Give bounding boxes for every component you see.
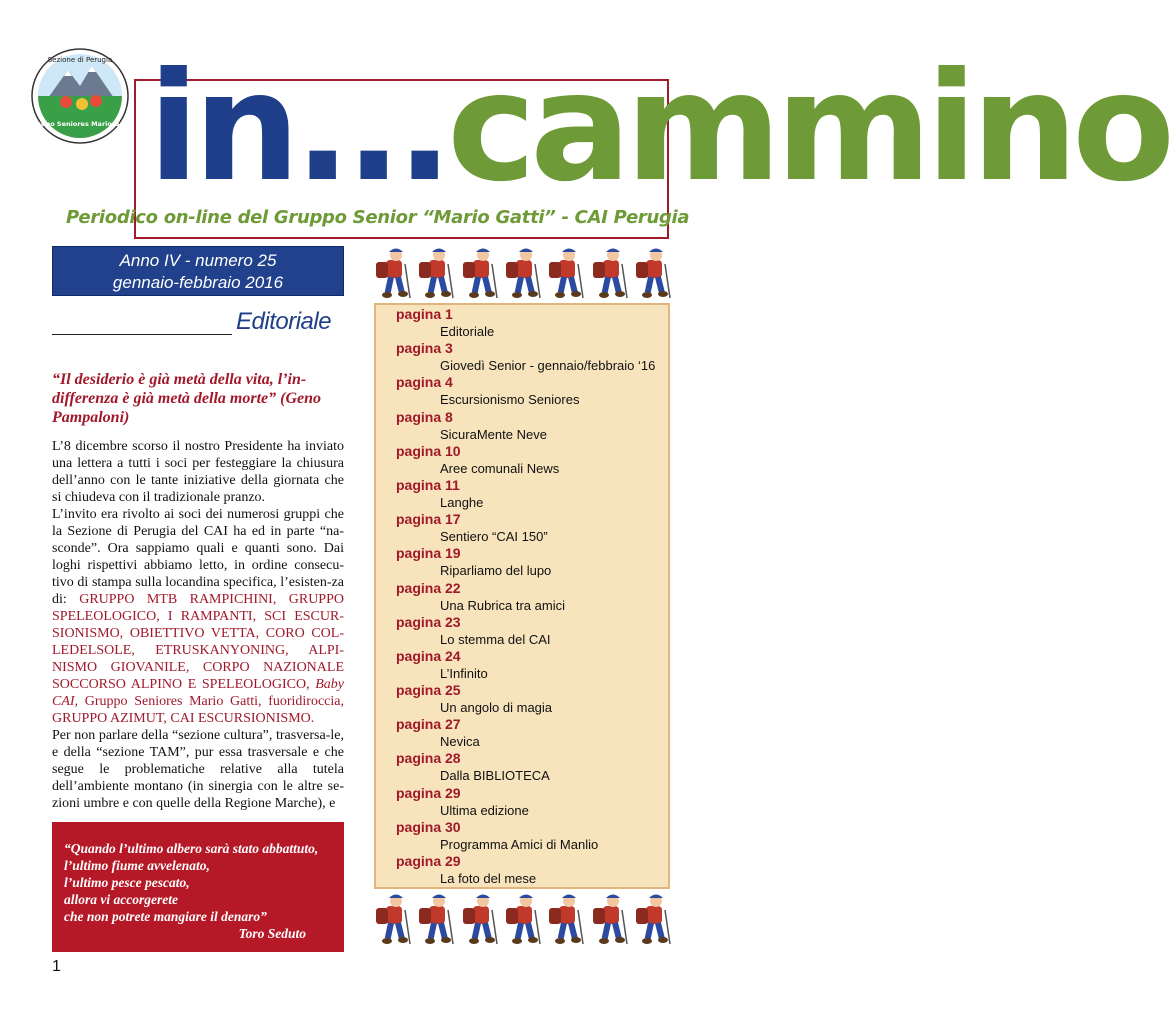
issue-box <box>52 246 344 296</box>
toc-title: Langhe <box>440 494 484 510</box>
hiker-icon <box>502 892 542 948</box>
toc-item <box>396 340 666 374</box>
magazine-title <box>148 28 1169 228</box>
toc-page-number: pagina 29 <box>396 784 461 801</box>
toc-page-number: pagina 17 <box>396 511 461 528</box>
group-list: GRUPPO MTB RAMPICHINI, GRUPPO SPELEOLOGICO, I RAMPANTI, SCI ESCUR-SIONISMO, OBIETTIVO VETTA, CORO COL-LEDELSOLE, ETRUSKANYONING, ALPI-NISMO GIOVANILE, CORPO NAZIONALE SOCCORSO ALPINO E SPELEOLOGICO, <box>52 592 344 692</box>
hiker-icon <box>589 892 629 948</box>
editorial-rule <box>52 334 232 335</box>
hiker-icon <box>415 246 455 302</box>
toc-title: SicuraMente Neve <box>440 426 547 442</box>
title-in: in... <box>148 41 448 215</box>
toc-title: Riparliamo del lupo <box>440 563 552 579</box>
toc-page-number: pagina 28 <box>396 750 461 767</box>
toc-title: Editoriale <box>440 324 495 339</box>
toc-page-number: pagina 25 <box>396 682 461 699</box>
toc-item <box>396 716 666 750</box>
toc-item <box>396 545 666 579</box>
editorial-paragraph-3: Per non parlare della “sezione cultura”, trasversa-le, e della “sezione TAM”, pur essa trasversale e che segue le problematiche relative alla tutela dell’ambiente montano (in sinergia con le altre se-zioni umbre e con quelle della Regione Marche), e <box>52 728 344 811</box>
toc-title: Nevica <box>440 734 480 750</box>
toc-item <box>396 477 666 511</box>
quote-line: l’ultimo fiume avvelenato, <box>64 858 210 873</box>
title-cammino: cammino <box>447 41 1169 215</box>
paragraph-2-start: L’invito era rivolto ai soci dei numerosi gruppi che la Sezione di Perugia del CAI ha ed in parte “na-sconde”. Ora sappiamo quali e quanti sono. Dai loghi rispettivi abbiamo letto, in ordine consecu-tivo di stampa sulla locandina specifica, l’esisten-za di: <box>52 507 344 607</box>
quote-line: l’ultimo pesce pescato, <box>64 875 190 890</box>
toc-title: Dalla BIBLIOTECA <box>440 768 550 784</box>
toc-item <box>396 580 666 614</box>
toc-title: Lo stemma del CAI <box>440 631 551 647</box>
page-number: 1 <box>52 958 61 975</box>
toc-item <box>396 750 666 784</box>
toc-page-number: pagina 24 <box>396 647 461 664</box>
toc-title: Giovedì Senior - gennaio/febbraio ‘16 <box>440 358 656 374</box>
toc-title: Escursionismo Seniores <box>440 392 580 408</box>
toc-page-number: pagina 3 <box>396 340 453 357</box>
hiker-icon <box>459 892 499 948</box>
issue-number: Anno IV - numero 25 <box>119 251 277 270</box>
toc-page-number: pagina 23 <box>396 613 461 630</box>
table-of-contents <box>396 306 666 887</box>
hiker-icon <box>502 246 542 302</box>
editorial-paragraph-2 <box>52 506 344 727</box>
toc-page-number: pagina 4 <box>396 374 453 391</box>
issue-date: gennaio-febbraio 2016 <box>112 273 284 292</box>
toc-title: Programma Amici di Manlio <box>440 836 599 852</box>
toc-title: Aree comunali News <box>440 460 560 476</box>
toc-title: Una Rubrica tra amici <box>440 597 565 613</box>
toc-page-number: pagina 30 <box>396 818 461 835</box>
toc-item <box>396 511 666 545</box>
toc-item <box>396 306 666 340</box>
hiker-icon <box>372 892 412 948</box>
cai-perugia-logo <box>27 46 133 146</box>
toc-page-number: pagina 27 <box>396 716 461 733</box>
hiker-icon <box>415 892 455 948</box>
svg-text:Gruppo Seniores Mario Gatti: Gruppo Seniores Mario Gatti <box>27 120 133 128</box>
hiker-icon <box>459 246 499 302</box>
svg-text:Sezione di Perugia: Sezione di Perugia <box>47 56 113 64</box>
baby-cai: Baby CAI, <box>52 677 344 709</box>
toc-page-number: pagina 8 <box>396 408 453 425</box>
quote-author: Toro Seduto <box>238 926 306 941</box>
toc-item <box>396 614 666 648</box>
toc-page-number: pagina 19 <box>396 545 461 562</box>
editorial-body <box>52 438 344 812</box>
toc-item <box>396 853 666 887</box>
editorial-quote: “Il desiderio è già metà della vita, l’in-differenza è già metà della morte” (Geno Pampaloni) <box>52 371 321 426</box>
toc-page-number: pagina 10 <box>396 442 461 459</box>
hiker-icon <box>372 246 412 302</box>
toc-page-number: pagina 29 <box>396 853 461 869</box>
quote-box <box>52 822 344 952</box>
hiker-icon <box>632 246 672 302</box>
toc-item <box>396 785 666 819</box>
hikers-bottom-row <box>372 892 672 948</box>
hiker-icon <box>545 892 585 948</box>
quote-line: “Quando l’ultimo albero sarà stato abbattuto, <box>64 841 319 856</box>
group-list-end: Gruppo Seniores Mario Gatti, fuoridiroccia, GRUPPO AZIMUT, CAI ESCURSIONISMO. <box>52 694 344 726</box>
toc-item <box>396 682 666 716</box>
quote-line: allora vi accorgerete <box>64 892 178 907</box>
toc-title: La foto del mese <box>440 871 537 886</box>
hiker-icon <box>589 246 629 302</box>
hiker-icon <box>545 246 585 302</box>
toc-page-number: pagina 11 <box>396 476 460 493</box>
toc-page-number: pagina 22 <box>396 579 461 596</box>
magazine-subtitle: Periodico on-line del Gruppo Senior “Mario Gatti” - CAI Perugia <box>66 207 690 228</box>
toc-title: Un angolo di magia <box>440 700 553 716</box>
hiker-icon <box>632 892 672 948</box>
toc-item <box>396 648 666 682</box>
editorial-heading: Editoriale <box>236 308 332 335</box>
toc-item <box>396 374 666 408</box>
toc-title: Ultima edizione <box>440 802 529 818</box>
toc-title: Sentiero “CAI 150” <box>440 529 548 545</box>
editorial-paragraph-1: L’8 dicembre scorso il nostro Presidente ha inviato una lettera a tutti i soci per festeggiare la chiusura dell’anno con le tante iniziative della giornata che si chiudeva con il tradizionale pranzo. <box>52 439 344 505</box>
toc-page-number: pagina 1 <box>396 306 453 322</box>
toc-item <box>396 819 666 853</box>
toc-item <box>396 443 666 477</box>
toc-item <box>396 409 666 443</box>
hikers-top-row <box>372 246 672 302</box>
quote-line: che non potrete mangiare il denaro” <box>64 909 267 924</box>
toc-title: L’Infinito <box>440 665 488 681</box>
